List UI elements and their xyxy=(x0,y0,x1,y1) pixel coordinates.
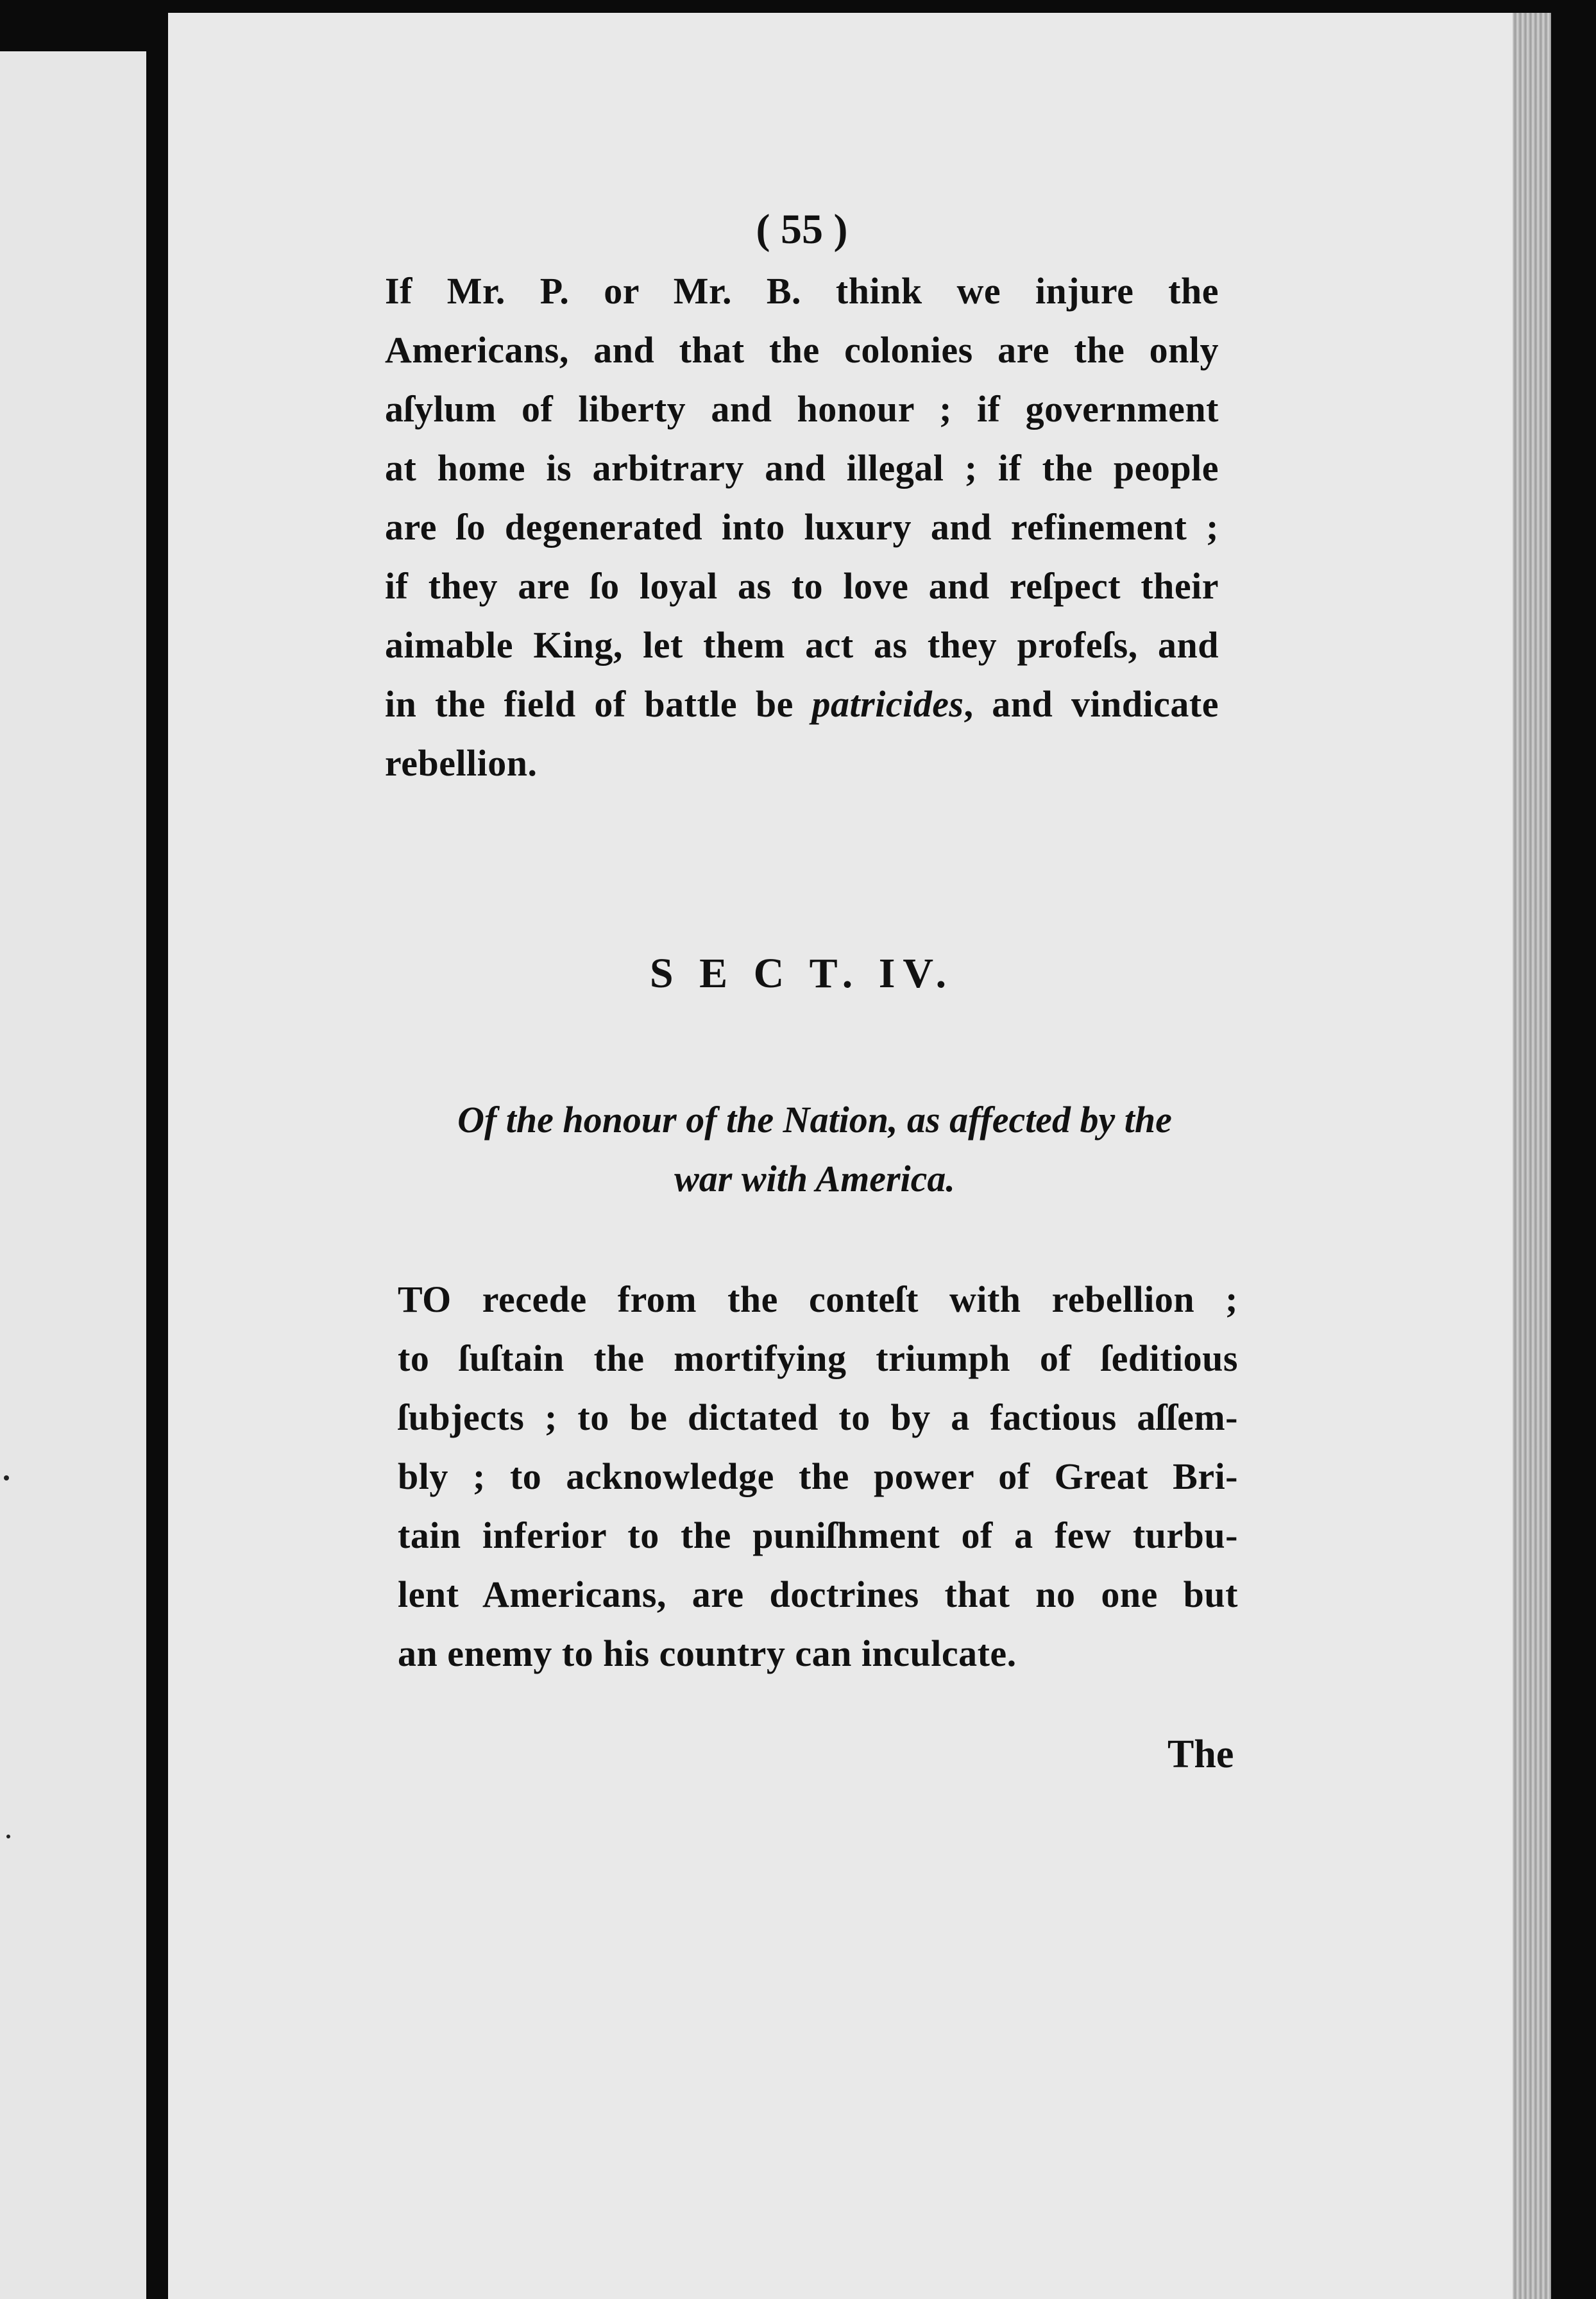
text-line: to ſuſtain the mortifying triumph of ſeditious xyxy=(398,1337,1238,1379)
text-line: tain inferior to the puniſhment of a few turbu- xyxy=(398,1514,1238,1556)
text-line: bly ; to acknowledge the power of Great Bri- xyxy=(398,1455,1238,1497)
scan-right-border xyxy=(1551,0,1596,2299)
subtitle-line: Of the honour of the Nation, as affected by the xyxy=(457,1099,1172,1141)
gutter-shadow xyxy=(150,96,167,2299)
subtitle-line: war with America. xyxy=(674,1158,955,1200)
page-number: ( 55 ) xyxy=(756,206,848,253)
text-line: Americans, and that the colonies are the only xyxy=(385,329,1219,371)
text-line: lent Americans, are doctrines that no one but xyxy=(398,1574,1238,1615)
facing-page-fragment xyxy=(0,51,146,2299)
page-edge xyxy=(1513,13,1551,2299)
text-line: if they are ſo loyal as to love and reſpect their xyxy=(385,565,1219,607)
catchword: The xyxy=(1167,1733,1234,1776)
text-run: , and vindicate xyxy=(964,683,1219,725)
text-line: aſylum of liberty and honour ; if government xyxy=(385,388,1219,430)
italic-word: patricides xyxy=(811,683,964,725)
text-line: If Mr. P. or Mr. B. think we injure the xyxy=(385,270,1219,312)
scan-top-border xyxy=(168,0,1554,13)
paragraph-2 xyxy=(398,1270,1238,1683)
text-line: are ſo degenerated into luxury and refinement ; xyxy=(385,506,1219,548)
ink-speck xyxy=(6,1835,10,1838)
section-subtitle xyxy=(411,1090,1219,1209)
text-line: rebellion. xyxy=(385,742,538,784)
section-heading: S E C T. IV. xyxy=(649,950,955,997)
text-line: an enemy to his country can inculcate. xyxy=(398,1633,1017,1674)
text-run: in the field of battle be xyxy=(385,683,812,725)
text-line: ſubjects ; to be dictated to by a factious aſſem- xyxy=(398,1396,1238,1438)
ink-speck xyxy=(4,1475,9,1480)
paragraph-1 xyxy=(385,262,1219,793)
text-line: at home is arbitrary and illegal ; if the people xyxy=(385,447,1219,489)
text-line-with-italic xyxy=(385,675,1219,734)
text-line: TO recede from the conteſt with rebellion ; xyxy=(398,1278,1238,1320)
text-line: aimable King, let them act as they profeſs, and xyxy=(385,624,1219,666)
